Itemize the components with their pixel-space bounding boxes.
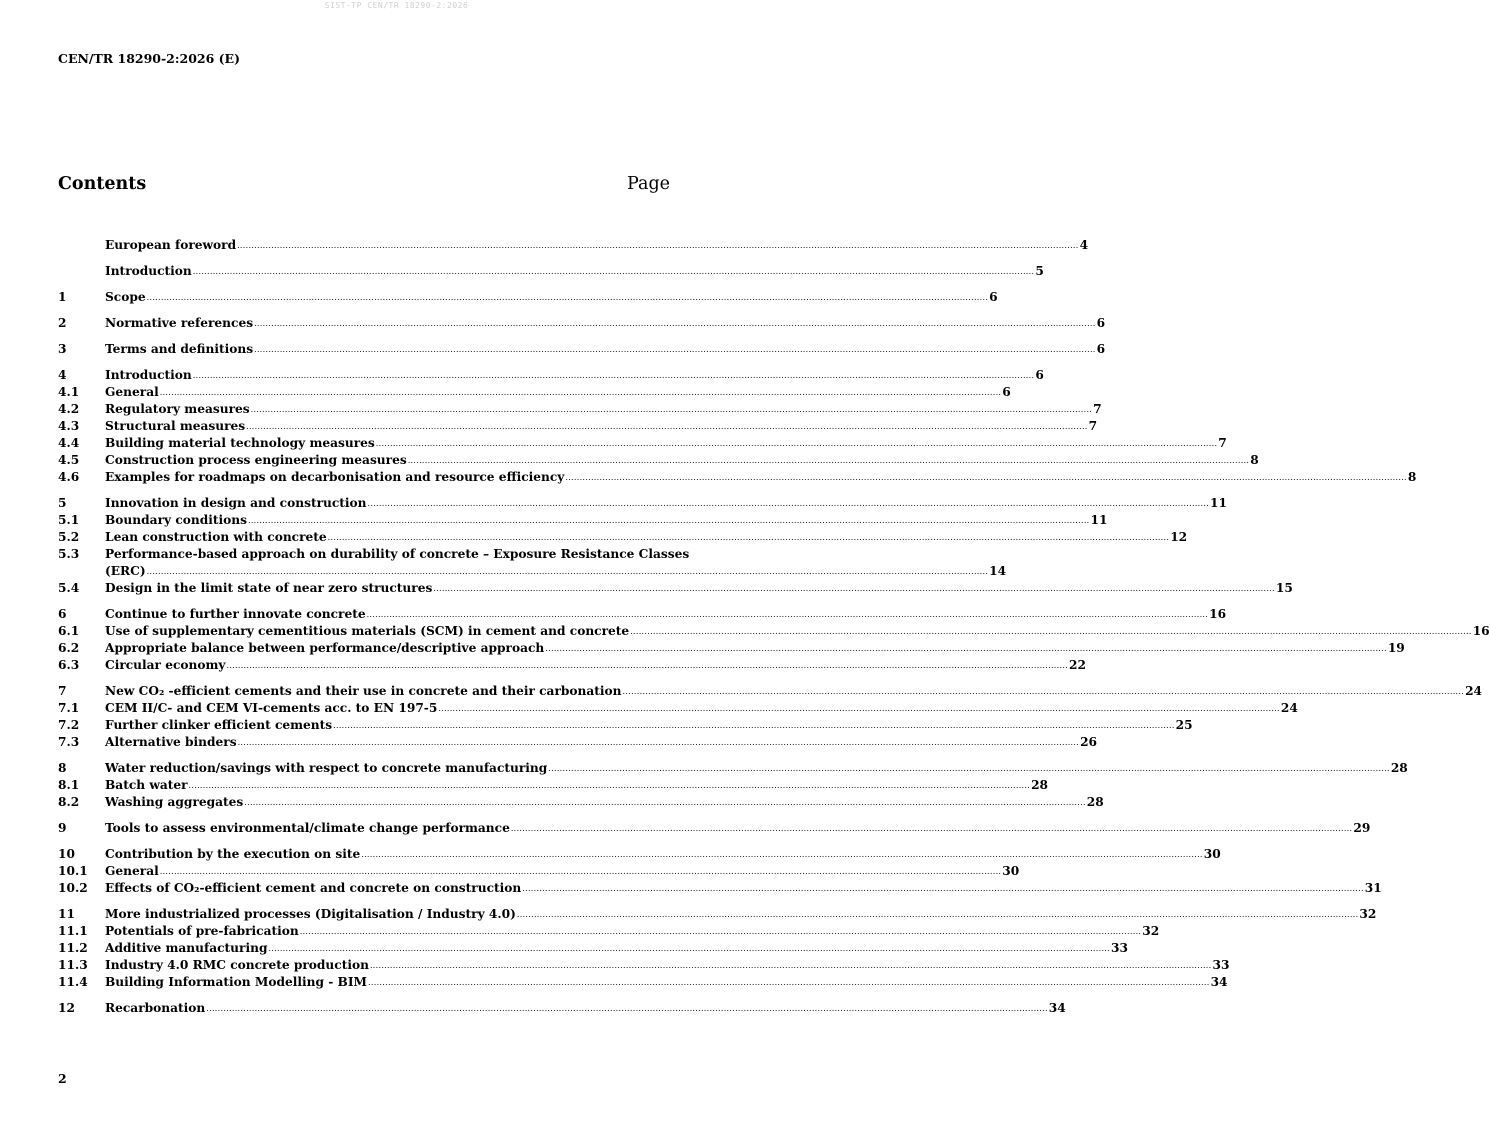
toc-entry-page: 19 (1387, 641, 1405, 655)
toc-entry-title: Recarbonation (105, 1001, 206, 1015)
toc-entry-number: 5.2 (58, 530, 80, 544)
toc-entry-body (105, 683, 1483, 700)
toc-entry-title: Normative references (105, 316, 254, 330)
toc-entry-title: Design in the limit state of near zero structures (105, 581, 433, 595)
toc-leader-dots (368, 977, 1210, 988)
toc-group (58, 1000, 1066, 1017)
toc-leader-dots (254, 318, 1096, 329)
toc-entry[interactable] (58, 717, 1193, 734)
toc-group (58, 820, 1371, 837)
toc-entry[interactable] (58, 237, 1089, 254)
toc-entry[interactable] (58, 529, 1188, 546)
toc-entry-body (105, 820, 1371, 837)
toc-entry-title: Scope (105, 290, 146, 304)
toc-leader-dots (300, 926, 1142, 937)
toc-entry-page: 31 (1364, 881, 1382, 895)
toc-entry[interactable] (58, 657, 1086, 674)
toc-leader-dots (189, 780, 1031, 791)
toc-entry-page: 16 (1472, 624, 1490, 638)
toc-entry-title: Boundary conditions (105, 513, 247, 527)
toc-entry-number: 11.4 (58, 975, 88, 989)
toc-entry-title-continued: (ERC) (105, 564, 146, 578)
toc-entry-title: Water reduction/savings with respect to concrete manufacturing (105, 761, 548, 775)
toc-entry-page: 28 (1086, 795, 1104, 809)
toc-entry-number: 4.5 (58, 453, 80, 467)
toc-entry-number: 4.6 (58, 470, 80, 484)
toc-entry[interactable] (58, 469, 1417, 486)
toc-entry[interactable] (58, 623, 1490, 640)
toc-leader-dots (246, 421, 1088, 432)
toc-leader-dots (268, 943, 1110, 954)
toc-entry-number: 11 (58, 907, 75, 921)
toc-entry-number: 9 (58, 821, 67, 835)
toc-entry-body (105, 940, 1128, 957)
toc-entry-number: 10.1 (58, 864, 88, 878)
toc-entry-page: 26 (1080, 735, 1098, 749)
toc-entry[interactable] (58, 418, 1098, 435)
toc-entry-title: Appropriate balance between performance/descriptive approach (105, 641, 545, 655)
toc-entry-number: 11.2 (58, 941, 88, 955)
toc-entry-body (105, 469, 1417, 486)
toc-group (58, 906, 1377, 991)
toc-entry-number: 11.1 (58, 924, 88, 938)
toc-leader-dots (248, 515, 1090, 526)
toc-leader-dots (227, 660, 1069, 671)
toc-entry-body (105, 717, 1193, 734)
toc-entry[interactable] (58, 263, 1044, 280)
toc-entry-number: 5.3 (58, 547, 80, 561)
toc-entry-title: General (105, 864, 159, 878)
toc-group (58, 495, 1293, 597)
document-identifier: CEN/TR 18290-2:2026 (E) (58, 51, 240, 66)
toc-entry-body (105, 546, 1006, 580)
toc-leader-dots (368, 498, 1210, 509)
toc-entry-page: 34 (1210, 975, 1228, 989)
toc-group (58, 315, 1106, 332)
toc-entry-page: 34 (1048, 1001, 1066, 1015)
toc-entry-number: 11.3 (58, 958, 88, 972)
toc-entry[interactable] (58, 863, 1020, 880)
toc-entry-title: Contribution by the execution on site (105, 847, 361, 861)
toc-entry-title: Alternative binders (105, 735, 237, 749)
toc-entry-title: Terms and definitions (105, 342, 254, 356)
toc-entry-page: 14 (989, 564, 1007, 578)
toc-entry-body (105, 341, 1106, 358)
toc-leader-dots (193, 370, 1035, 381)
toc-entry[interactable] (58, 760, 1408, 777)
toc-leader-dots (160, 866, 1002, 877)
toc-entry-title: Continue to further innovate concrete (105, 607, 366, 621)
page-number: 2 (58, 1071, 67, 1086)
toc-group (58, 341, 1106, 358)
contents-heading: Contents (58, 174, 147, 194)
toc-entry-body (105, 974, 1228, 991)
toc-entry[interactable] (58, 846, 1221, 863)
toc-entry-page: 11 (1090, 513, 1108, 527)
toc-group (58, 683, 1483, 751)
toc-entry-page: 8 (1250, 453, 1259, 467)
toc-entry[interactable] (58, 367, 1044, 384)
toc-entry-number: 12 (58, 1001, 75, 1015)
toc-entry-body (105, 237, 1089, 254)
toc-entry-page: 28 (1390, 761, 1408, 775)
toc-entry-page: 7 (1218, 436, 1227, 450)
toc-entry-page: 24 (1280, 701, 1298, 715)
toc-entry[interactable] (58, 512, 1108, 529)
toc-entry-number: 8.2 (58, 795, 80, 809)
toc-entry-number: 2 (58, 316, 67, 330)
toc-entry[interactable] (58, 640, 1405, 657)
toc-entry-page: 5 (1035, 264, 1044, 278)
toc-entry-page: 29 (1353, 821, 1371, 835)
toc-entry-body (105, 957, 1230, 974)
toc-entry-page: 4 (1079, 238, 1089, 252)
toc-entry[interactable] (58, 923, 1160, 940)
toc-entry-page: 15 (1275, 581, 1293, 595)
toc-entry-body (105, 367, 1044, 384)
toc-leader-dots (408, 455, 1250, 466)
toc-entry-body (105, 606, 1227, 623)
toc-entry[interactable] (58, 580, 1293, 597)
toc-group (58, 606, 1490, 674)
toc-entry-body (105, 906, 1377, 923)
toc-leader-dots (522, 883, 1364, 894)
toc-entry-number: 7.2 (58, 718, 80, 732)
toc-entry-title: Performance-based approach on durability of concrete – Exposure Resistance Classes (105, 547, 690, 561)
toc-entry-title: Washing aggregates (105, 795, 244, 809)
toc-leader-dots (367, 609, 1209, 620)
toc-entry-title: Batch water (105, 778, 188, 792)
toc-entry-title: Introduction (105, 368, 192, 382)
toc-group (58, 237, 1089, 254)
toc-leader-dots (545, 643, 1387, 654)
toc-entry[interactable] (58, 401, 1102, 418)
toc-entry-page: 6 (1002, 385, 1011, 399)
toc-entry-title: Regulatory measures (105, 402, 250, 416)
toc-leader-dots (238, 737, 1080, 748)
toc-entry-title: Use of supplementary cementitious materials (SCM) in cement and concrete (105, 624, 630, 638)
toc-entry-number: 5.4 (58, 581, 80, 595)
toc-leader-dots (548, 763, 1390, 774)
toc-entry-number: 4.3 (58, 419, 80, 433)
toc-leader-dots (251, 404, 1093, 415)
toc-entry-number: 10 (58, 847, 75, 861)
toc-leader-dots (244, 797, 1086, 808)
toc-leader-dots (511, 823, 1353, 834)
toc-leader-dots (565, 472, 1407, 483)
toc-entry-body (105, 657, 1086, 674)
toc-leader-dots (193, 266, 1035, 277)
toc-entry[interactable] (58, 1000, 1066, 1017)
toc-entry-body (105, 401, 1102, 418)
toc-leader-dots (328, 532, 1170, 543)
toc-entry-body (105, 289, 998, 306)
toc-entry-page: 12 (1170, 530, 1188, 544)
toc-entry-page: 30 (1203, 847, 1221, 861)
toc-leader-dots (376, 438, 1218, 449)
toc-entry[interactable] (58, 435, 1227, 452)
toc-entry-page: 11 (1210, 496, 1228, 510)
toc-entry-number: 4.1 (58, 385, 80, 399)
toc-leader-dots (433, 583, 1275, 594)
toc-entry-title: Additive manufacturing (105, 941, 268, 955)
toc-entry[interactable] (58, 341, 1106, 358)
toc-entry[interactable] (58, 957, 1230, 974)
table-of-contents (58, 237, 1490, 1017)
toc-entry[interactable] (58, 384, 1011, 401)
toc-entry-title: Building material technology measures (105, 436, 375, 450)
toc-entry-title: Effects of CO₂-efficient cement and concrete on construction (105, 881, 522, 895)
toc-group (58, 263, 1044, 280)
toc-entry-number: 7.1 (58, 701, 80, 715)
toc-entry-body (105, 700, 1298, 717)
toc-entry-page: 7 (1093, 402, 1102, 416)
toc-entry-body (105, 1000, 1066, 1017)
toc-entry-page: 33 (1110, 941, 1128, 955)
toc-entry-title: Construction process engineering measures (105, 453, 407, 467)
toc-entry-title: Building Information Modelling - BIM (105, 975, 368, 989)
toc-entry-page: 25 (1175, 718, 1193, 732)
toc-leader-dots (517, 909, 1359, 920)
toc-entry-page: 24 (1465, 684, 1483, 698)
toc-entry[interactable] (58, 940, 1128, 957)
toc-entry-number: 7 (58, 684, 67, 698)
toc-entry-number: 4 (58, 368, 67, 382)
toc-entry-body (105, 923, 1160, 940)
toc-entry-title: New CO₂ -efficient cements and their use in concrete and their carbonation (105, 684, 622, 698)
toc-entry-body (105, 580, 1293, 597)
toc-group (58, 846, 1382, 897)
toc-leader-dots (237, 240, 1079, 251)
toc-entry-body (105, 384, 1011, 401)
toc-entry-page: 16 (1209, 607, 1227, 621)
toc-group (58, 289, 998, 306)
toc-group (58, 367, 1417, 486)
toc-entry-title: Industry 4.0 RMC concrete production (105, 958, 369, 972)
toc-entry-title: Potentials of pre-fabrication (105, 924, 299, 938)
toc-entry-body (105, 734, 1098, 751)
toc-entry-title: European foreword (105, 238, 237, 252)
toc-entry-body (105, 418, 1098, 435)
toc-entry-number: 8.1 (58, 778, 80, 792)
watermark: SIST-TP CEN/TR 18290-2:2026 (324, 1, 469, 10)
toc-leader-dots (147, 292, 989, 303)
page-column-label: Page (627, 174, 670, 194)
toc-entry-title: Structural measures (105, 419, 246, 433)
toc-entry-page: 32 (1142, 924, 1160, 938)
toc-entry[interactable] (58, 315, 1106, 332)
toc-entry-body (105, 529, 1188, 546)
toc-entry-page: 6 (1096, 316, 1106, 330)
toc-entry-body (105, 777, 1049, 794)
toc-entry-title: Circular economy (105, 658, 226, 672)
toc-entry-page: 6 (1096, 342, 1106, 356)
toc-leader-dots (206, 1003, 1048, 1014)
toc-entry-body (105, 495, 1228, 512)
toc-entry-number: 6.1 (58, 624, 80, 638)
toc-entry[interactable] (58, 820, 1371, 837)
toc-leader-dots (333, 720, 1175, 731)
toc-entry-page: 6 (1035, 368, 1044, 382)
toc-entry-body (105, 846, 1221, 863)
toc-entry-title: Examples for roadmaps on decarbonisation and resource efficiency (105, 470, 565, 484)
toc-leader-dots (254, 344, 1096, 355)
toc-entry-number: 6.2 (58, 641, 80, 655)
toc-entry-body (105, 880, 1382, 897)
toc-entry-title: Further clinker efficient cements (105, 718, 333, 732)
toc-entry[interactable] (58, 794, 1104, 811)
toc-entry-number: 1 (58, 290, 67, 304)
toc-entry-body (105, 263, 1044, 280)
toc-leader-dots (630, 626, 1472, 637)
toc-entry-body (105, 863, 1020, 880)
toc-entry-number: 3 (58, 342, 67, 356)
toc-entry-page: 6 (989, 290, 998, 304)
toc-leader-dots (370, 960, 1212, 971)
toc-entry-page: 22 (1069, 658, 1086, 672)
toc-entry[interactable] (58, 700, 1298, 717)
toc-entry-body (105, 435, 1227, 452)
toc-entry-title: Lean construction with concrete (105, 530, 327, 544)
toc-entry-body (105, 794, 1104, 811)
toc-entry[interactable] (58, 289, 998, 306)
toc-entry-page: 30 (1002, 864, 1020, 878)
toc-entry-title: More industrialized processes (Digitalisation / Industry 4.0) (105, 907, 516, 921)
toc-entry[interactable] (58, 606, 1227, 623)
toc-entry-title: CEM II/C- and CEM VI-cements acc. to EN 197-5 (105, 701, 438, 715)
toc-entry-number: 4.4 (58, 436, 80, 450)
toc-entry-page: 32 (1359, 907, 1377, 921)
toc-entry-body (105, 760, 1408, 777)
toc-entry[interactable] (58, 683, 1483, 700)
toc-entry-title: Innovation in design and construction (105, 496, 367, 510)
toc-leader-dots (361, 849, 1203, 860)
toc-entry-page: 28 (1031, 778, 1049, 792)
toc-entry[interactable] (58, 777, 1049, 794)
toc-leader-dots (438, 703, 1280, 714)
toc-entry[interactable] (58, 974, 1228, 991)
toc-entry-body (105, 640, 1405, 657)
toc-leader-dots (147, 566, 989, 577)
toc-entry-number: 6 (58, 607, 67, 621)
toc-group (58, 760, 1408, 811)
toc-leader-dots (160, 387, 1002, 398)
toc-entry-title: General (105, 385, 159, 399)
toc-entry-page: 33 (1212, 958, 1230, 972)
toc-entry-body (105, 512, 1108, 529)
toc-entry[interactable] (58, 906, 1377, 923)
toc-entry-number: 5 (58, 496, 67, 510)
toc-entry-number: 7.3 (58, 735, 80, 749)
toc-entry-title: Introduction (105, 264, 192, 278)
toc-entry-number: 4.2 (58, 402, 80, 416)
toc-entry[interactable] (58, 452, 1259, 469)
toc-entry-page: 7 (1088, 419, 1098, 433)
toc-entry[interactable] (58, 495, 1228, 512)
toc-entry-body (105, 452, 1259, 469)
toc-entry-number: 5.1 (58, 513, 80, 527)
toc-entry-body (105, 623, 1490, 640)
toc-entry-number: 10.2 (58, 881, 88, 895)
toc-entry-number: 8 (58, 761, 67, 775)
toc-entry[interactable] (58, 546, 1007, 580)
toc-entry-number: 6.3 (58, 658, 80, 672)
toc-entry-title: Tools to assess environmental/climate change performance (105, 821, 510, 835)
toc-entry[interactable] (58, 880, 1382, 897)
toc-entry[interactable] (58, 734, 1098, 751)
toc-entry-body (105, 315, 1106, 332)
toc-leader-dots (623, 686, 1465, 697)
toc-entry-page: 8 (1407, 470, 1417, 484)
